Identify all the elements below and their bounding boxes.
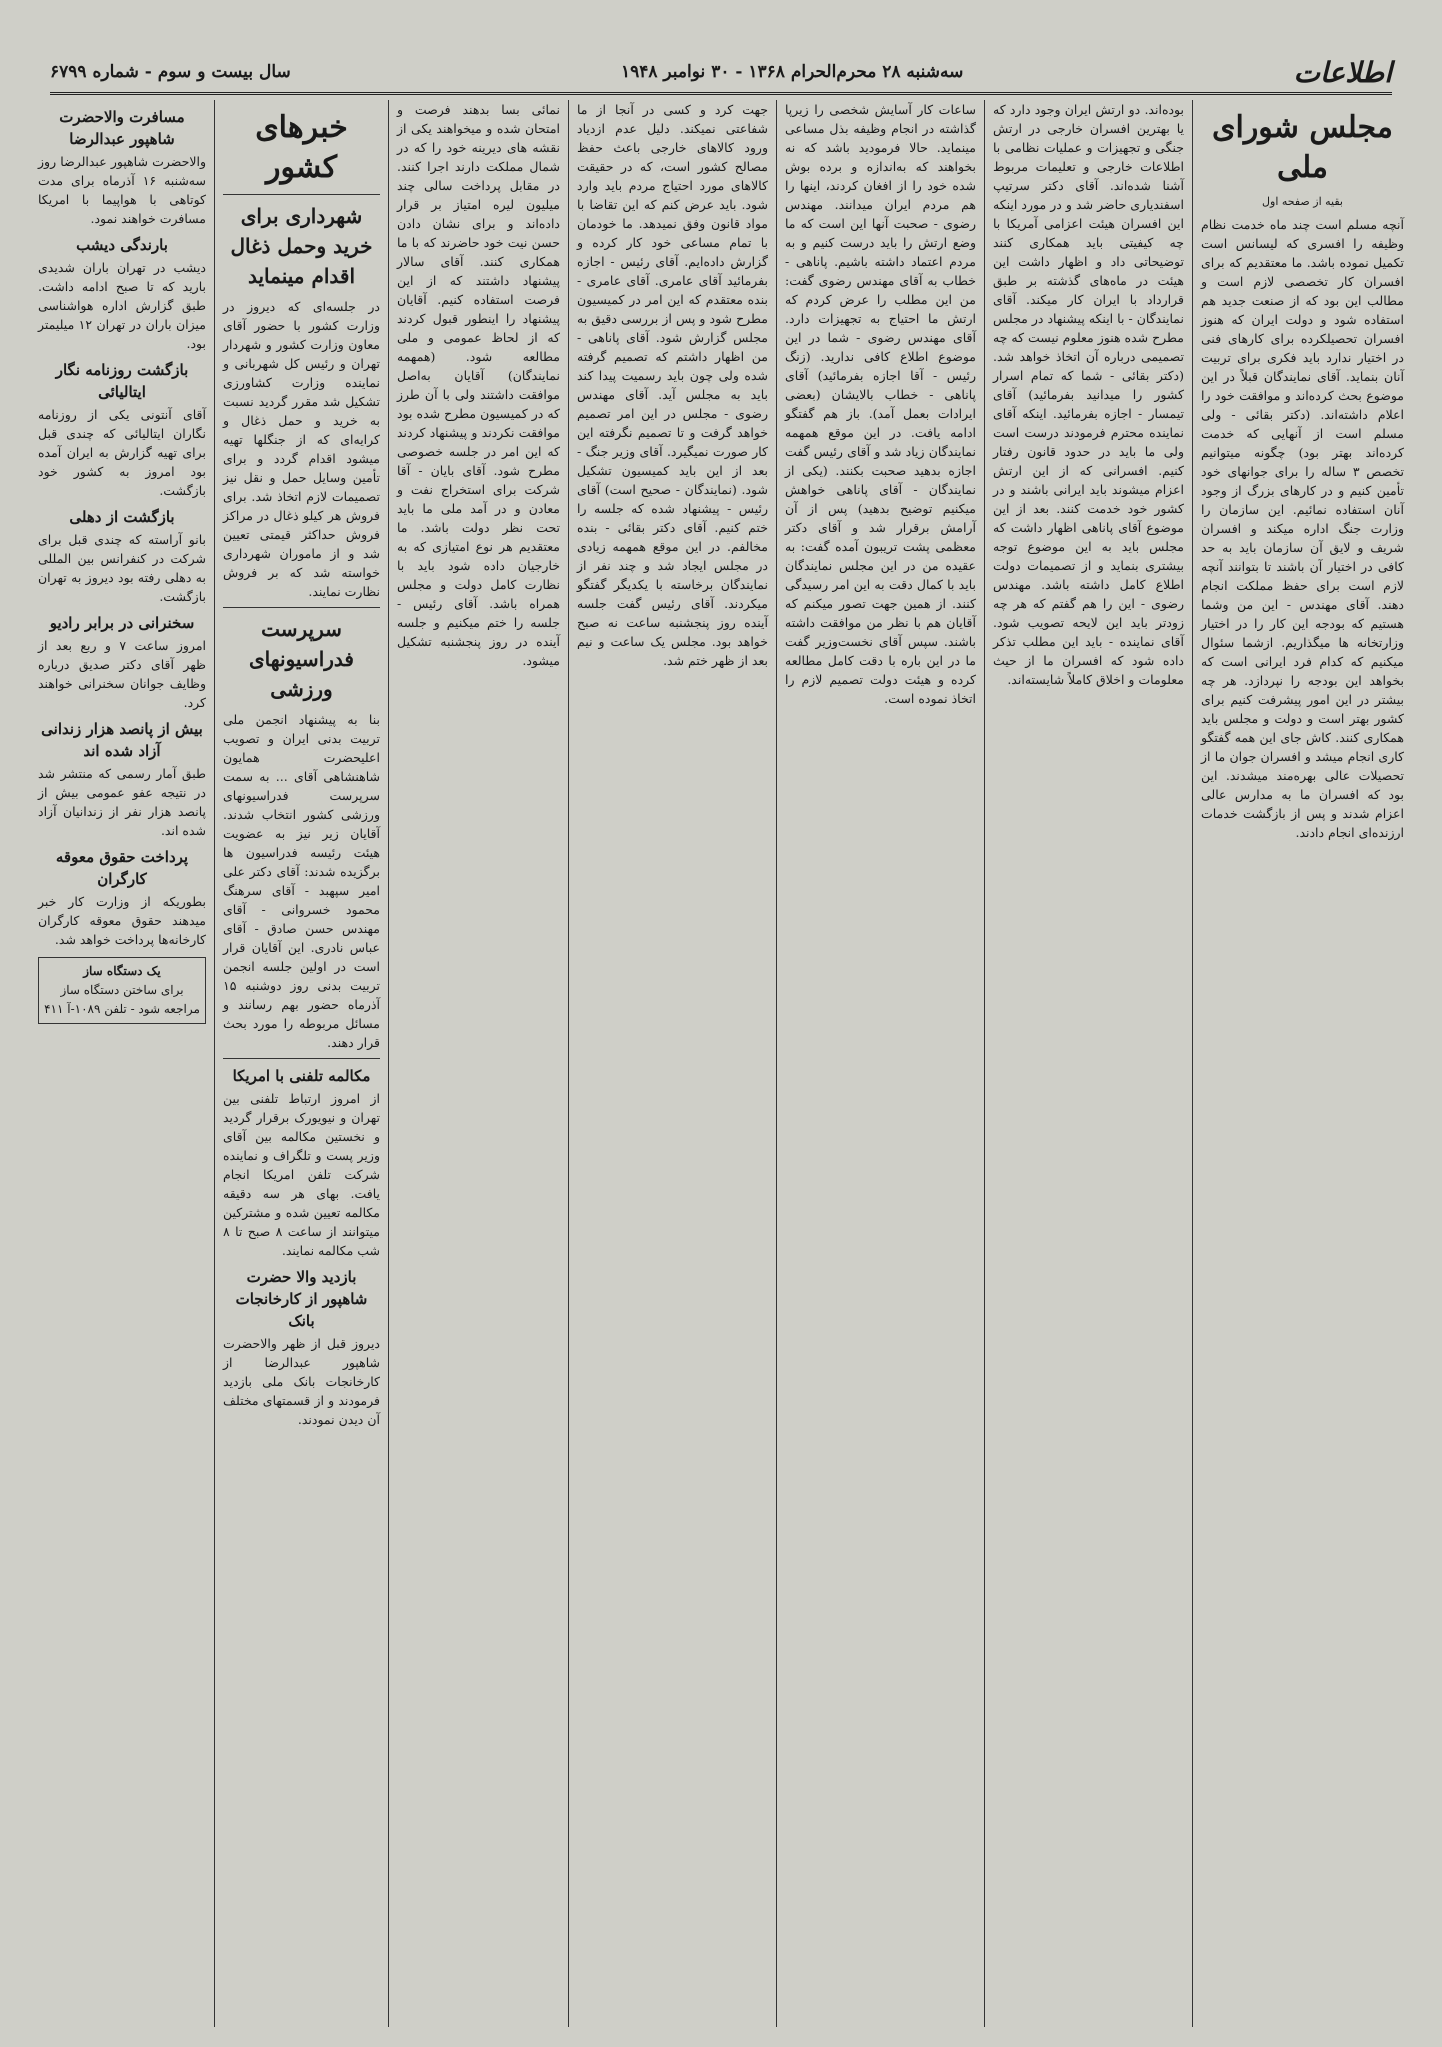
- column-2: [984, 100, 1192, 2027]
- column-5: [388, 100, 568, 2027]
- column-3-body: ساعات کار آسایش شخصی را زیرپا گذاشته در انجام وظیفه بذل مساعی مینماید. حالا فرمودید باشد که نه بخواهند که به‌اندازه و برده بوش شده خود را از افغان کردند، اینها را هم مردم ایران میدانند. مهندس رضوی - صحبت آنها این است که ما وضع ارتش را باید درست کنیم و به مردم اعتماد داشته باشیم. پاناهی - خطاب به آقای مهندس رضوی گفت: من این مطلب را عرض کردم که ارتش ما احتیاج به تجهیزات دارد. آقای مهندس رضوی - شما در این موضوع اطلاع کافی ندارید. (زنگ رئیس - آقا اجازه بفرمائید) آقای پاناهی - خطاب بالایشان (بعضی ایرادات بعمل آمد). باز هم گفتگو ادامه یافت. در این موقع همهمه نمایندگان زیاد شد و آقای رئیس گفت اجازه بدهید صحبت بکنند. (یکی از نمایندگان - آقای پاناهی خواهش میکنیم توضیح بدهید) پس از آن آرامش برقرار شد و آقای دکتر معظمی پشت تریبون آمده گفت: به عقیده من در این مجلس نمایندگان باید با کمال دقت به این امر رسیدگی کنند. از همین جهت تصور میکنم که آقایان هم با نظر من موافقت داشته باشند. سپس آقای نخست‌وزیر گفت ما در این باره با دقت کامل مطالعه کرده و هیئت دولت تصمیم لازم را اتخاذ نموده است.: [785, 102, 976, 706]
- brief-3-body: آقای آنتونی یکی از روزنامه نگاران ایتالیائی که چندی قبل برای تهیه گزارش به ایران آمده بود امروز به کشور خود بازگشت.: [38, 407, 206, 498]
- brief-7-body: بطوریکه از وزارت کار خبر میدهند حقوق معوقه کارگران کارخانه‌ها پرداخت خواهد شد.: [38, 894, 206, 947]
- classified-ad: [38, 957, 206, 1024]
- masthead: اطلاعات: [1293, 55, 1392, 89]
- continued-note: بقیه از صفحه اول: [1262, 195, 1343, 208]
- brief-2-headline: بارندگی دیشب: [76, 236, 168, 254]
- column-5-body: نمائی بسا بدهند فرصت و امتحان شده و میخواهند یکی از نقشه های دیرینه خود را که در شمال مملکت دارند اجرا کنند. در مقابل پرداخت سالی چند میلیون لیره امتیاز بر قرار داده‌اند و برای نشان دادن حسن نیت خود حاضرند که با ما همکاری کنند. آقای سالار پیشنهاد داشتند که از این فرصت استفاده کنیم. آقایان پیشنهاد را اینطور قبول کردند که از لحاظ عمومی و ملی مطالعه شود. (همهمه نمایندگان) آقایان به‌اصل موافقت داشتند ولی با آن طرز که در کمیسیون مطرح شده بود موافقت نکردند و پیشنهاد کردند که این امر در جلسه خصوصی مطرح شود. آقای بایان - آقا شرکت برای استخراج نفت و معادن و در آمد ملی ما باید تحت نظر دولت باشد. ما معتقدیم هر نوع امتیازی که به خارجیان داده شود باید با نظارت کامل دولت و مجلس همراه باشد. آقای رئیس - جلسه را ختم میکنیم و جلسه آینده در روز پنجشنبه تشکیل میشود.: [397, 102, 560, 668]
- brief-4-body: بانو آراسته که چندی قبل برای شرکت در کنفرانس بین المللی به دهلی رفته بود دیروز به تهران بازگشت.: [38, 532, 206, 604]
- issue-number: سال بیست و سوم - شماره ۶۷۹۹: [50, 62, 291, 82]
- column-domestic-news: [214, 100, 388, 2027]
- brief-2-body: دیشب در تهران باران شدیدی بارید که تا صبح ادامه داشت. طبق گزارش اداره هواشناسی میزان باران در تهران ۱۲ میلیمتر بود.: [38, 260, 206, 351]
- sports-body: بنا به پیشنهاد انجمن ملی تربیت بدنی ایران و تصویب اعلیحضرت همایون شاهنشاهی آقای ... به سمت سرپرست فدراسیونهای ورزشی کشور انتخاب شدند. آقایان زیر نیز به عضویت هیئت رئیسه فدراسیون ها برگزیده شدند: آقای دکتر علی امیر سپهبد - آقای سرهنگ محمود خسروانی - آقای مهندس حسن صادق - آقای عباس نادری. این آقایان قرار است در اولین جلسه انجمن تربیت بدنی روز دوشنبه ۱۵ آذرماه حضور بهم رسانند و مسائل مربوطه را مورد بحث قرار دهند.: [223, 712, 380, 1050]
- brief-1-headline: مسافرت والاحضرت شاهپور عبدالرضا: [59, 108, 185, 148]
- majlis-headline: مجلس شورای ملی: [1212, 110, 1393, 185]
- domestic-news-headline: خبرهای کشور: [255, 110, 348, 185]
- phone-headline: مکالمه تلفنی با امریکا: [232, 1067, 371, 1085]
- issue-date: سه‌شنبه ۲۸ محرم‌الحرام ۱۳۶۸ - ۳۰ نوامبر ۱۹۴۸: [620, 62, 964, 82]
- brief-4-headline: بازگشت از دهلی: [69, 508, 175, 526]
- majlis-body: آنچه مسلم است چند ماه خدمت نظام وظیفه را افسری که لیسانس است تکمیل نموده باشد. ما معتقدیم که برای افسران کار تخصصی لازم است و مطالب این بود که از صنعت جدید هم استفاده شود و دولت ایران که هنوز افسران تحصیلکرده برای کارهای فنی در اختیار ندارد باید فکری برای تربیت آنان بنماید. آقای نمایندگان قبلاً در این موضوع بحث کرده‌اند و موافقت خود را اعلام داشته‌اند. (دکتر بقائی - ولی مسلم است از آنهایی که خدمت کرده‌اند بهتر بود) چگونه میتوانیم تخصص ۳ ساله را برای جوانهای خود تأمین کنیم و در کارهای بزرگ از وجود آنان استفاده نمائیم. این سازمان را وزارت جنگ اداره میکند و افسران شریف و لایق آن سازمان باید به حد کافی در اختیار آن باشند تا بتوانند آنچه لازم است برای حفظ مملکت انجام دهند. آقای مهندس - این من وشما هستیم که بودجه این کار را در اختیار وزارتخانه ها میگذاریم. ازشما سئوال میکنیم که کدام فرد ایرانی است که بخواهد این بودجه را نپردازد. هر چه بیشتر در این امور پیشرفت کنیم برای کشور بهتر است و دولت و مجلس باید همکاری کنند. کاش جای این همه گفتگو کاری انجام میشد و افسران جوان ما از تحصیلات عالی بهره‌مند میشدند. این بود که افسران ما به مدارس عالی اعزام شدند و پس از بازگشت خدمات ارزنده‌ای انجام دادند.: [1201, 217, 1404, 840]
- sports-headline: سرپرست فدراسیونهای ورزشی: [249, 617, 354, 701]
- column-2-body: بوده‌اند. دو ارتش ایران وجود دارد که یا بهترین افسران خارجی در ارتش جنگی و تجهیزات و عملیات نظامی با اطلاعات خارجی و تعلیمات مربوط آشنا شده‌اند. آقای دکتر سرتیپ اسفندیاری حاضر شد و در مورد اینکه این افسران هیئت اعزامی آمریکا با چه کیفیتی باید همکاری کنند توضیحاتی داد و اظهار داشت این هیئت در ماه‌های گذشته بر طبق قرارداد با ایران کار میکند. آقای نمایندگان - با اینکه پیشنهاد در مجلس مطرح شده هنوز معلوم نیست که چه تصمیمی درباره آن اتخاذ خواهد شد. (دکتر بقائی - شما که تمام اسرار کشور را میدانید بفرمائید) آقای تیمسار - اجازه بفرمائید. اینکه آقای نماینده محترم فرمودند درست است ولی ما باید در حدود قانون رفتار کنیم. افسرانی که از این ارتش اعزام میشوند باید ایرانی باشند و در کشور خود خدمت کنند. بعد از این موضوع آقای پاناهی اظهار داشت که مجلس باید به این موضوع توجه بیشتری بنماید و از تصمیمات دولت اطلاع کامل داشته باشد. مهندس رضوی - این را هم گفتم که هر چه زودتر باید این لایحه تصویب شود. آقای نماینده - باید این مطلب تذکر داده شود که افسران ما از حیث معلومات و اخلاق کاملاً شایسته‌اند.: [992, 102, 1184, 687]
- column-4-body: جهت کرد و کسی در آنجا از ما شفاعتی نمیکند. دلیل عدم ازدیاد ورود کالاهای خارجی باعث حفظ مصالح کشور است، که در حقیقت کالاهای مورد احتیاج مردم باید وارد شود. باید عرض کنم که این تقاضا با مواد قانون وفق نمیدهد. ما خودمان با تمام مساعی خود کار کرده و گزارش داده‌ایم. آقای رئیس - اجازه بفرمائید آقای عامری. آقای عامری - بنده معتقدم که این امر در کمیسیون مطرح شود و پس از بررسی دقیق به مجلس گزارش شود. آقای پاناهی - من اظهار داشتم که تصمیم گرفته شده ولی چون باید رسمیت پیدا کند باید به مجلس آید. آقای مهندس رضوی - مجلس در این امر تصمیم خواهد گرفت و تا تصمیم نگرفته این کار صورت نمیگیرد. آقای وزیر جنگ - بعد از این باید کمیسیون تشکیل شود. (نمایندگان - صحیح است) آقای رئیس - پیشنهاد شده که جلسه را ختم کنیم. آقای دکتر بقائی - بنده مخالفم. در این موقع همهمه زیادی در مجلس ایجاد شد و چند نفر از نمایندگان برخاسته با یکدیگر گفتگو میکردند. آقای رئیس گفت جلسه آینده روز پنجشنبه ساعت نه صبح خواهد بود. مجلس یک ساعت و نیم بعد از ظهر ختم شد.: [577, 102, 768, 668]
- ad-body: برای ساختن دستگاه ساز مراجعه شود - تلفن ۱۰۸۹-آ ۴۱۱: [44, 983, 200, 1016]
- column-majlis: [1192, 100, 1412, 2027]
- brief-5-headline: سخنرانی در برابر رادیو: [49, 614, 195, 632]
- brief-3-headline: بازگشت روزنامه نگار ایتالیائی: [55, 361, 189, 401]
- visit-headline: بازدید والا حضرت شاهپور از کارخانجات بانک: [235, 1268, 368, 1330]
- ad-title: یک دستگاه ساز: [83, 964, 161, 978]
- column-briefs: [30, 100, 214, 2027]
- brief-1-body: والاحضرت شاهپور عبدالرضا روز سه‌شنبه ۱۶ آذرماه برای مدت کوتاهی با هواپیما با امریکا مسافرت خواهند نمود.: [38, 154, 206, 226]
- brief-7-headline: پرداخت حقوق معوقه کارگران: [55, 848, 189, 888]
- phone-body: از امروز ارتباط تلفنی بین تهران و نیویورک برقرار گردید و نخستین مکالمه بین آقای وزیر پست و تلگراف و نماینده شرکت تلفن امریکا انجام یافت. بهای هر سه دقیقه مکالمه تعیین شده و مشترکین میتوانند از ساعت ۸ صبح تا ۸ شب مکالمه نمایند.: [223, 1091, 380, 1258]
- columns: [30, 100, 1412, 2027]
- column-4: [568, 100, 776, 2027]
- page-header: [50, 52, 1392, 95]
- coal-headline: شهرداری برای خرید وحمل ذغال اقدام مینماید: [230, 204, 373, 288]
- column-3: [776, 100, 984, 2027]
- brief-5-body: امروز ساعت ۷ و ربع بعد از ظهر آقای دکتر صدیق درباره وظایف جوانان سخنرانی خواهند کرد.: [38, 638, 206, 710]
- coal-body: در جلسه‌ای که دیروز در وزارت کشور با حضور آقای معاون وزارت کشور و شهردار تهران و رئیس کل شهربانی و نماینده وزارت کشاورزی تشکیل شد مقرر گردید نسبت به خرید و حمل ذغال و کرایه‌ای که از جنگلها تهیه میشود اقدام گردد و برای تأمین وسایل حمل و نقل نیز تصمیمات لازم اتخاذ شد. برای فروش هر کیلو ذغال در مراکز فروش حداکثر قیمتی تعیین شد و از ماموران شهرداری خواسته شد که بر فروش نظارت نمایند.: [223, 299, 380, 599]
- visit-body: دیروز قبل از ظهر والاحضرت شاهپور عبدالرضا از کارخانجات بانک ملی بازدید فرمودند و از قسمتهای مختلف آن دیدن نمودند.: [223, 1336, 380, 1427]
- brief-6-headline: بیش از پانصد هزار زندانی آزاد شده اند: [41, 720, 203, 760]
- brief-6-body: طبق آمار رسمی که منتشر شد در نتیجه عفو عمومی بیش از پانصد هزار نفر از زندانیان آزاد شده اند.: [38, 766, 206, 838]
